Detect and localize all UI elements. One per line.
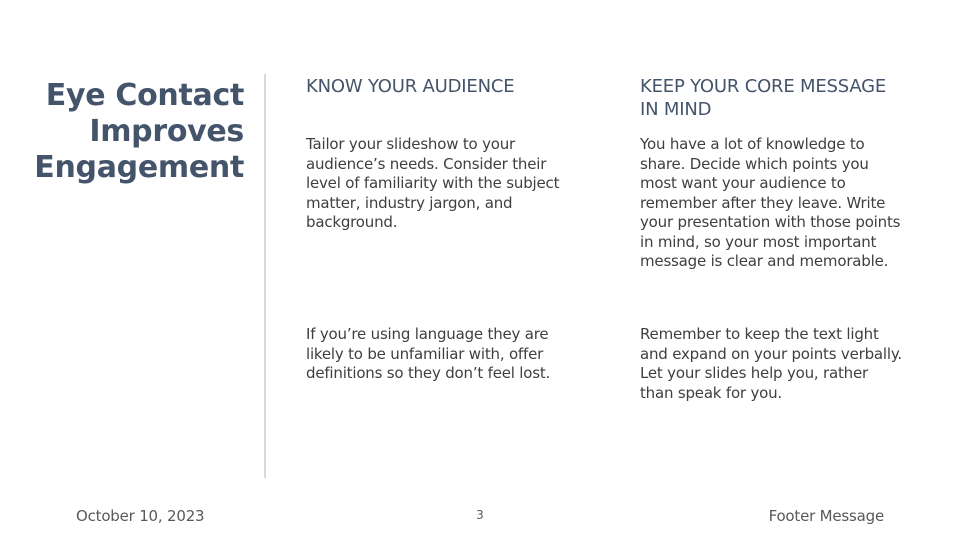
footer-message: Footer Message [768,507,884,525]
column-paragraph: Remember to keep the text light and expand on your points verbally. Let your slides help you, rather than speak for you. [640,325,902,402]
column-heading: KNOW YOUR AUDIENCE [306,76,515,97]
slide-title-line: Engagement [34,150,244,185]
column-paragraph: Tailor your slideshow to your audience’s needs. Consider their level of familiarity with the subject matter, industry jargon, and background. [306,135,560,231]
slide-title [4,78,244,186]
slide-title-line: Eye Contact [45,78,244,113]
column-paragraph: You have a lot of knowledge to share. Decide which points you most want your audience to remember after they leave. Write your presentation with those points in mind, so your most important message is clear and memorable. [640,135,901,270]
column-heading: KEEP YOUR CORE MESSAGE IN MIND [640,76,887,120]
column-paragraph: If you’re using language they are likely to be unfamiliar with, offer definitions so they don’t feel lost. [306,325,551,382]
column-know-your-audience [306,75,576,382]
column-core-message [640,75,905,402]
footer-date: October 10, 2023 [76,507,205,525]
vertical-divider [264,74,266,478]
footer-page-number: 3 [476,508,484,522]
slide-title-line: Improves [89,114,244,149]
